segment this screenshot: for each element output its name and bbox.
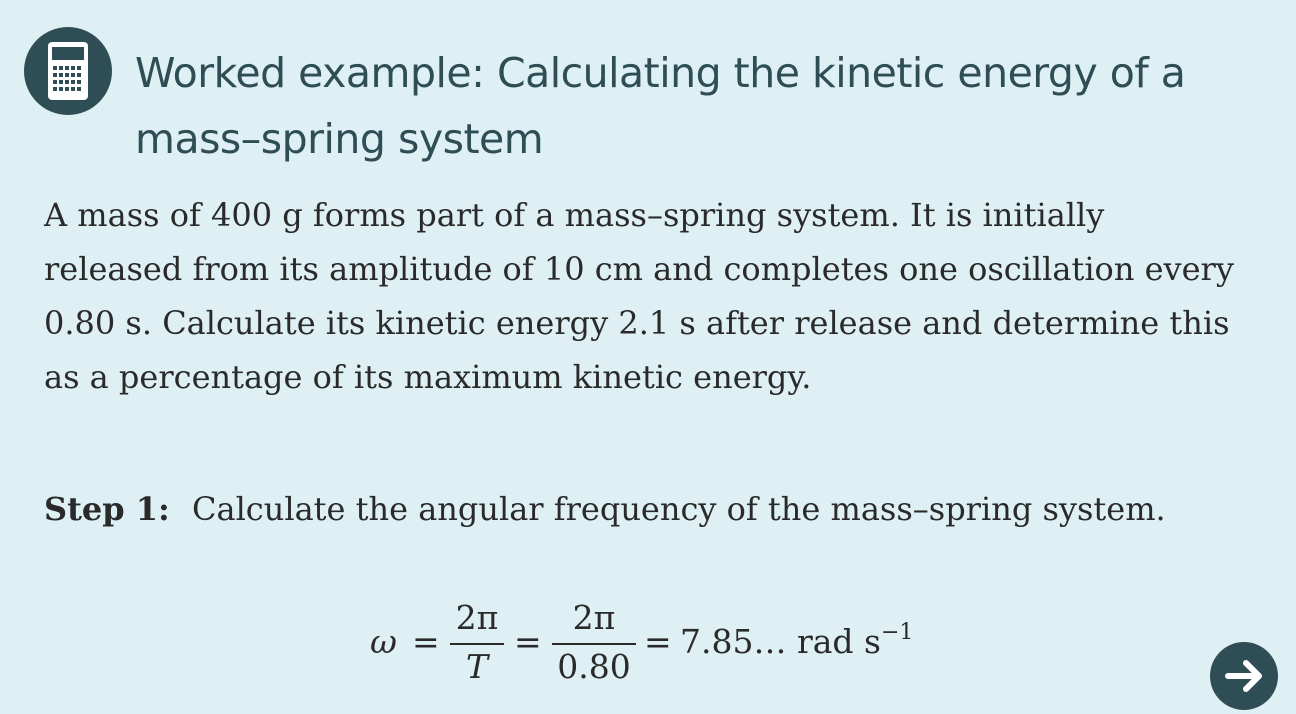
fraction-numerator: 2π [572, 598, 616, 637]
arrow-right-icon [1210, 642, 1278, 710]
page-title: Worked example: Calculating the kinetic energy of a mass–spring system [135, 49, 1186, 163]
fraction-denominator: 0.80 [557, 647, 631, 686]
step-description: Calculate the angular frequency of the mass–spring system. [192, 490, 1166, 528]
next-button[interactable] [1210, 642, 1278, 710]
problem-statement: A mass of 400 g forms part of a mass–spring system. It is initially released from its amplitude of 10 cm and completes one oscillation every 0.80 s. Calculate its kinetic energy 2.1 s after release and determine this as a percentage of its maximum kinetic energy. [44, 196, 1234, 396]
fraction-bar [552, 643, 636, 645]
fraction-bar [450, 643, 504, 645]
result-exponent: −1 [880, 620, 914, 645]
fraction-numerator: 2π [455, 598, 499, 637]
result-value: 7.85… rad s [680, 622, 881, 661]
equals-sign: = [644, 622, 672, 661]
equation-result [680, 622, 913, 662]
step-label: Step 1: [44, 490, 170, 528]
fraction-denominator: T [465, 647, 488, 686]
equals-sign: = [514, 622, 542, 661]
omega-symbol: ω [370, 622, 397, 661]
calculator-icon [24, 27, 112, 115]
equals-sign: = [412, 622, 440, 661]
